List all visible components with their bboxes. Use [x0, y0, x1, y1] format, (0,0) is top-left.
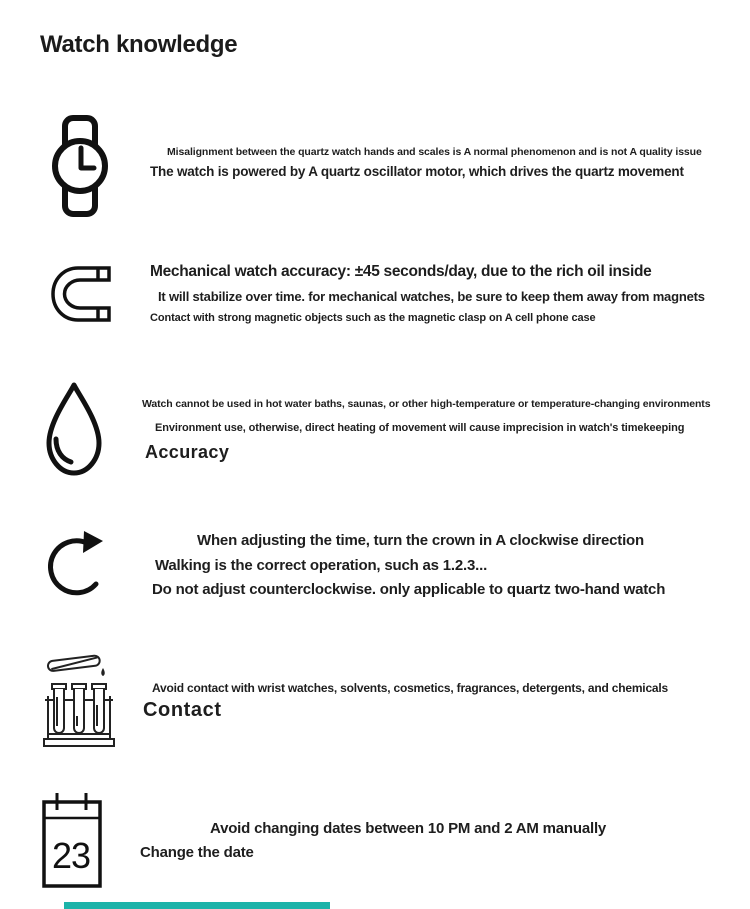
quartz-note-main: The watch is powered by A quartz oscillator motor, which drives the quartz movement	[150, 164, 684, 179]
chemicals-note: Avoid contact with wrist watches, solvents, cosmetics, fragrances, detergents, and chemicals	[152, 681, 668, 695]
calendar-day-number: 23	[51, 835, 91, 876]
contact-heading: Contact	[143, 699, 222, 721]
quartz-note-small: Misalignment between the quartz watch hands and scales is A normal phenomenon and is not A quality issue	[167, 146, 702, 158]
clockwise-note-1: When adjusting the time, turn the crown in A clockwise direction	[197, 532, 644, 549]
magnet-icon	[50, 265, 112, 323]
water-drop-icon	[42, 380, 106, 480]
calendar-icon	[42, 790, 102, 888]
test-tubes-icon	[42, 650, 116, 748]
clockwise-arrow-icon	[46, 528, 108, 606]
teal-accent-bar	[64, 902, 330, 909]
date-note-main: Avoid changing dates between 10 PM and 2 AM manually	[210, 820, 607, 837]
temperature-note-small: Watch cannot be used in hot water baths, saunas, or other high-temperature or temperature-changing environments	[142, 398, 711, 410]
magnet-note-sub: It will stabilize over time. for mechanical watches, be sure to keep them away from magnets	[158, 289, 705, 304]
magnet-note-small: Contact with strong magnetic objects such as the magnetic clasp on A cell phone case	[150, 312, 596, 324]
accuracy-heading: Accuracy	[145, 442, 230, 462]
clockwise-note-2: Walking is the correct operation, such as 1.2.3...	[155, 557, 488, 574]
date-note-sub: Change the date	[140, 844, 254, 861]
temperature-note-sub: Environment use, otherwise, direct heating of movement will cause imprecision in watch's timekeeping	[155, 422, 685, 434]
magnet-note-headline: Mechanical watch accuracy: ±45 seconds/day, due to the rich oil inside	[150, 263, 652, 280]
clockwise-note-3: Do not adjust counterclockwise. only applicable to quartz two-hand watch	[152, 581, 666, 598]
wristwatch-icon	[52, 114, 108, 218]
page-title: Watch knowledge	[40, 31, 238, 58]
